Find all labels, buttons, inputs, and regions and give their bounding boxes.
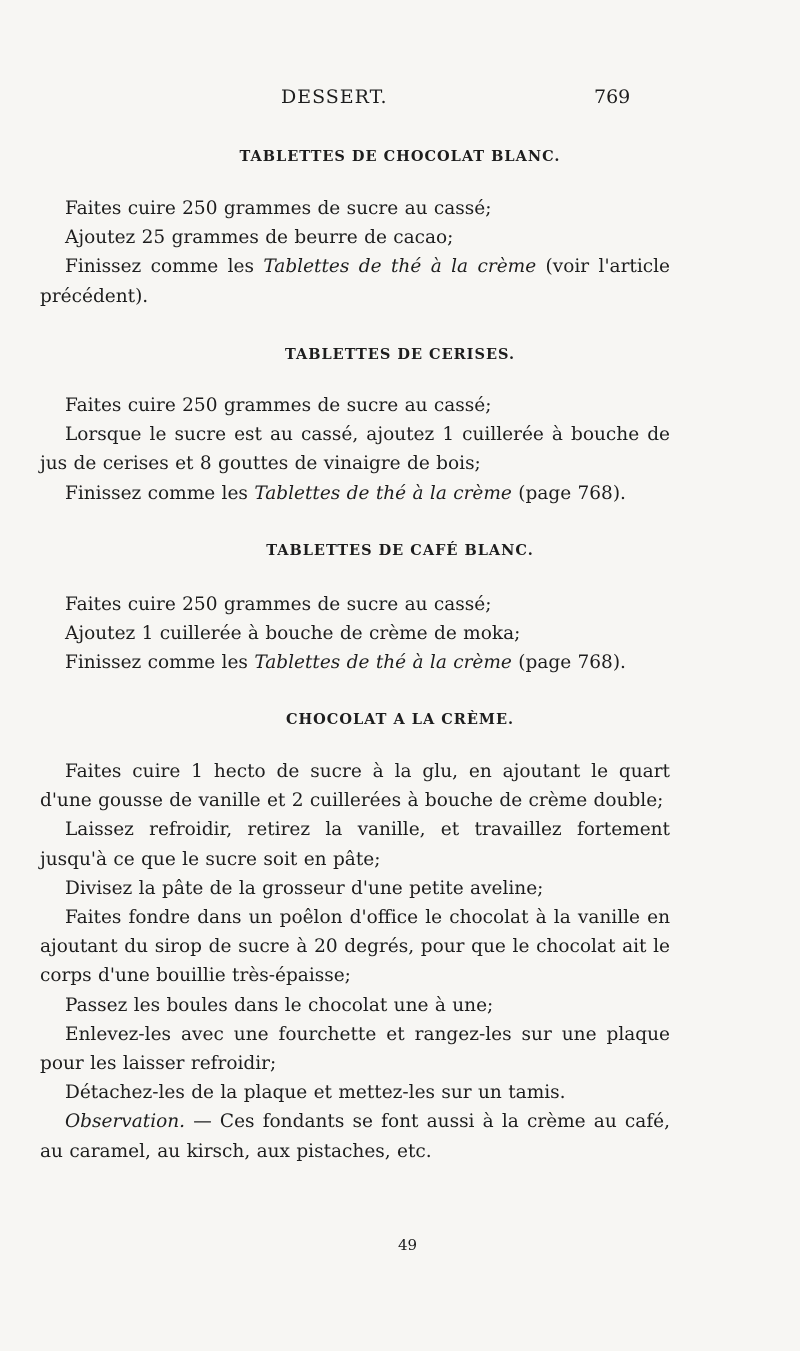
paragraph: Détachez-les de la plaque et mettez-les sur un tamis. [65,1082,566,1104]
signature-mark: 49 [398,1236,418,1254]
paragraph: Faites cuire 250 grammes de sucre au cassé; [65,594,492,615]
paragraph: Ajoutez 25 grammes de beurre de cacao; [65,227,454,249]
paragraph [40,479,670,508]
paragraph: Faites fondre dans un poêlon d'office le chocolat à la vanille en ajoutant du sirop de sucre à 20 degrés, pour que le chocolat ait le corps d'une bouillie très-épaisse; [40,907,670,987]
italic-reference: Tablettes de thé à la crème [254,482,512,504]
paragraph: Faites cuire 250 grammes de sucre au cassé; [65,395,492,416]
section-body [40,194,670,311]
section-heading: TABLETTES DE CAFÉ BLANC. [266,542,534,559]
text-run: (page 768). [511,482,626,504]
italic-reference: Tablettes de thé à la crème [263,256,537,278]
paragraph: Ajoutez 1 cuillerée à bouche de crème de moka; [65,623,521,645]
paragraph [40,252,670,310]
section-body [40,391,670,508]
section-body [40,757,670,1166]
paragraph: Passez les boules dans le chocolat une à une; [65,994,494,1016]
header-title: DESSERT. [281,86,388,108]
text-run: (page 768). [511,652,626,674]
text-run: Finissez comme les [65,652,255,674]
paragraph: Divisez la pâte de la grosseur d'une petite aveline; [65,877,544,899]
text-run: — Ces fondants se font aussi à la crème au café, au caramel, au kirsch, aux pistaches, etc. [40,1111,670,1162]
paragraph: Enlevez-les avec une fourchette et rangez-les sur une plaque pour les laisser refroidir; [40,1023,670,1075]
paragraph: Faites cuire 250 grammes de sucre au cassé; [65,198,492,219]
section-body [40,590,670,678]
section-heading: TABLETTES DE CERISES. [284,346,515,363]
italic-reference: Tablettes de thé à la crème [254,652,512,674]
page-number: 769 [594,86,631,108]
text-run: Finissez comme les [65,482,255,504]
running-header [0,86,800,112]
text-run: Finissez comme les [65,256,264,278]
observation-label: Observation. [65,1111,186,1133]
section-heading: CHOCOLAT A LA CRÈME. [285,711,515,728]
paragraph: Laissez refroidir, retirez la vanille, et travaillez fortement jusqu'à ce que le sucre soit en pâte; [40,819,670,870]
paragraph [40,648,670,677]
paragraph: Lorsque le sucre est au cassé, ajoutez 1 cuillerée à bouche de jus de cerises et 8 gouttes de vinaigre de bois; [40,424,670,475]
section-heading: TABLETTES DE CHOCOLAT BLANC. [239,148,561,165]
observation-paragraph [40,1107,670,1165]
paragraph: Faites cuire 1 hecto de sucre à la glu, en ajoutant le quart d'une gousse de vanille et 2 cuillerées à bouche de crème double; [40,761,670,812]
text-run: (voir l'article précédent). [40,256,670,307]
